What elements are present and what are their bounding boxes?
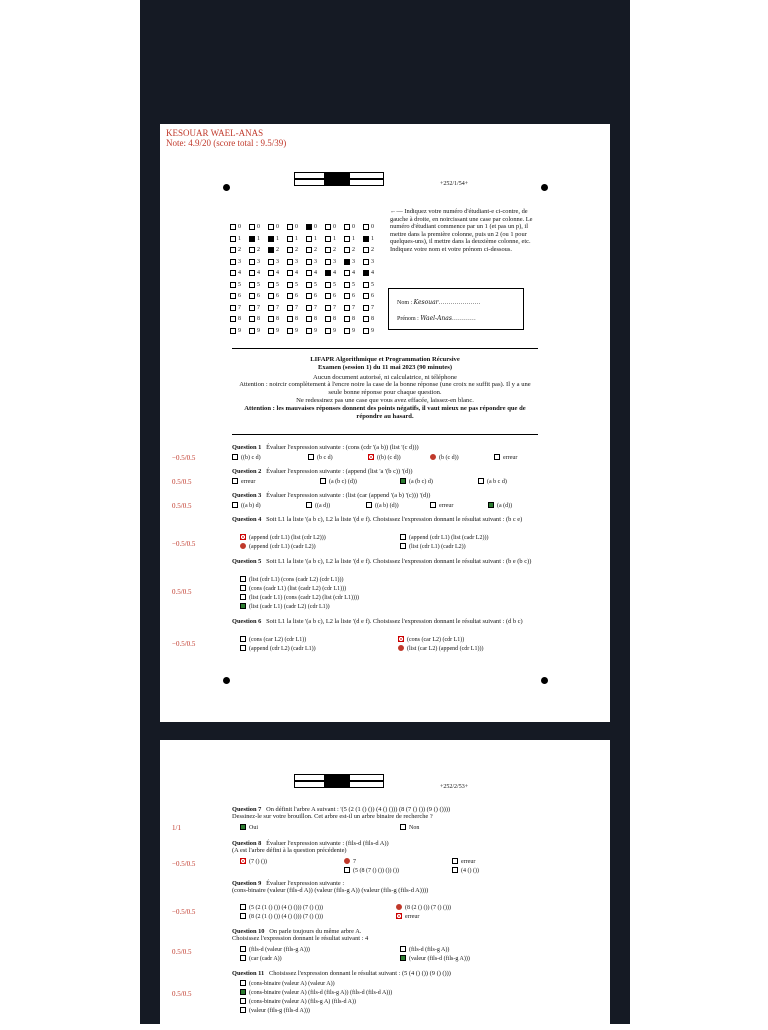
exam-subtitle: Examen (session 1) du 11 mai 2023 (90 minutes) [317, 363, 453, 371]
id-digit-cell[interactable] [363, 316, 369, 322]
answer-option[interactable]: ((a d)) [306, 502, 330, 510]
id-digit-label: 4 [257, 270, 260, 276]
id-digit-cell[interactable] [287, 293, 293, 299]
question-title: Question 10 On parle toujours du même arbre A. Choisissez l'expression donnant le résultat suivant : 4 [232, 928, 369, 943]
answer-option[interactable]: (fils-d (valeur (fils-g A))) [240, 946, 310, 954]
id-digit-label: 4 [314, 270, 317, 276]
id-digit-cell[interactable] [363, 270, 369, 276]
id-digit-label: 2 [295, 247, 298, 253]
id-digit-label: 2 [352, 247, 355, 253]
id-digit-cell[interactable] [325, 316, 331, 322]
id-digit-label: 4 [333, 270, 336, 276]
id-digit-label: 8 [371, 316, 374, 322]
id-digit-label: 9 [238, 327, 241, 334]
id-digit-cell[interactable] [268, 247, 274, 253]
id-digit-label: 3 [257, 258, 260, 265]
answer-option[interactable]: (a (d)) [488, 502, 512, 510]
id-digit-cell[interactable] [249, 236, 255, 242]
id-digit-cell[interactable] [268, 224, 274, 230]
answer-option[interactable]: (8 (2 () ()) (7 () ())) [396, 904, 451, 912]
id-digit-cell[interactable] [230, 247, 236, 253]
answer-option[interactable]: (car (cadr A)) [240, 955, 282, 963]
id-digit-label: 3 [295, 258, 298, 265]
question-score: −0.5/0.5 [172, 540, 196, 548]
id-digit-label: 0 [352, 224, 355, 230]
id-digit-label: 3 [352, 258, 355, 265]
id-digit-cell[interactable] [268, 328, 274, 334]
id-digit-cell[interactable] [325, 270, 331, 276]
id-digit-label: 2 [333, 247, 336, 253]
id-digit-label: 5 [276, 281, 279, 288]
id-digit-label: 9 [314, 327, 317, 334]
id-digit-label: 9 [257, 327, 260, 334]
id-digit-label: 7 [352, 304, 355, 311]
id-digit-cell[interactable] [230, 316, 236, 322]
answer-option[interactable]: Non [400, 824, 419, 832]
barcode [294, 172, 384, 187]
id-digit-label: 1 [371, 235, 374, 242]
id-digit-cell[interactable] [249, 259, 255, 265]
id-digit-cell[interactable] [230, 293, 236, 299]
answer-option[interactable]: (cons (cadr L1) (list (cadr L2) (cdr L1))) [240, 585, 346, 593]
id-digit-label: 2 [371, 247, 374, 253]
answer-option[interactable]: ((a b) d) [232, 502, 261, 510]
prenom-label: Prénom : [397, 316, 419, 322]
id-digit-label: 1 [314, 235, 317, 242]
id-digit-label: 5 [257, 281, 260, 288]
id-digit-label: 1 [333, 235, 336, 242]
id-digit-label: 1 [257, 235, 260, 242]
id-digit-cell[interactable] [306, 270, 312, 276]
id-digit-label: 1 [238, 235, 241, 242]
id-digit-label: 1 [276, 235, 279, 242]
id-digit-cell[interactable] [363, 259, 369, 265]
id-digit-cell[interactable] [363, 224, 369, 230]
id-digit-cell[interactable] [363, 282, 369, 288]
id-digit-label: 5 [295, 281, 298, 288]
question-score: −0.5/0.5 [172, 908, 196, 916]
id-digit-cell[interactable] [325, 282, 331, 288]
id-digit-label: 4 [295, 270, 298, 276]
id-digit-cell[interactable] [230, 282, 236, 288]
corner-mark [541, 184, 548, 191]
id-digit-cell[interactable] [344, 236, 350, 242]
exam-header [232, 356, 538, 420]
id-digit-label: 7 [257, 304, 260, 311]
id-digit-label: 6 [333, 293, 336, 299]
nom-label: Nom : [397, 300, 413, 306]
id-digit-cell[interactable] [344, 282, 350, 288]
answer-option[interactable]: (list (cadr L1) (cadr L2) (cdr L1)) [240, 603, 330, 611]
question-title: Question 5 Soit L1 la liste '(a b c), L2 la liste '(d e f). Choisissez l'expression donnant le résultat suivant : (b e (b c)) [232, 558, 532, 565]
id-digit-cell[interactable] [268, 305, 274, 311]
nom-value: Kesouar [413, 299, 439, 306]
exam-title: LIFAPR Algorithmique et Programmation Récursive [310, 356, 460, 363]
barcode [294, 774, 384, 789]
id-digit-cell[interactable] [287, 259, 293, 265]
id-digit-label: 0 [333, 224, 336, 230]
answer-option[interactable]: (list (cdr L1) (cons (cadr L2) (cdr L1))) [240, 576, 343, 584]
id-digit-cell[interactable] [230, 224, 236, 230]
question-score: 0.5/0.5 [172, 478, 192, 486]
id-digit-cell[interactable] [268, 236, 274, 242]
answer-option[interactable]: (append (cdr L1) (list (cadr L2))) [400, 534, 488, 542]
id-digit-cell[interactable] [344, 259, 350, 265]
id-digit-cell[interactable] [325, 259, 331, 265]
id-digit-label: 0 [276, 224, 279, 230]
question-title: Question 3 Évaluer l'expression suivante : (list (car (append '(a b) '(c))) '(d)) [232, 492, 431, 499]
question-title: Question 7 On définit l'arbre A suivant : '(5 (2 (1 () ()) (4 () ())) (8 (7 () ()) (9 () ()))) Dessinez-le sur votre brouillon. Cet arbre est-il un arbre binaire de recherche ? [232, 806, 451, 821]
answer-option[interactable]: (list (cdr L1) (cadr L2)) [400, 543, 466, 551]
exam-code: +252/2/53+ [440, 784, 469, 790]
id-digit-label: 7 [238, 304, 241, 311]
prenom-value: Wael-Anas [420, 315, 452, 322]
id-digit-label: 7 [333, 304, 336, 311]
id-digit-cell[interactable] [230, 328, 236, 334]
rules-line-4: Attention : les mauvaises réponses donnent des points négatifs, il vaut mieux ne pas répondre que de répondre au hasard. [244, 404, 526, 420]
answer-option[interactable]: (append (cdr L1) (cadr L2)) [240, 543, 316, 551]
id-digit-cell[interactable] [249, 282, 255, 288]
id-digit-cell[interactable] [249, 293, 255, 299]
answer-option[interactable]: (cons (car L2) (cdr L1)) [240, 636, 306, 644]
id-digit-cell[interactable] [363, 247, 369, 253]
id-digit-cell[interactable] [268, 293, 274, 299]
answer-option[interactable]: (a (b c) d) [400, 478, 433, 486]
answer-option[interactable]: (b c d) [308, 454, 333, 462]
question-title: Question 11 Choisissez l'expression donnant le résultat suivant : (5 (4 () ()) (9 () ())) [232, 970, 451, 977]
id-digit-label: 7 [314, 304, 317, 311]
answer-option[interactable]: (5 (8 (7 () ()) ()) ()) [344, 867, 399, 875]
answer-option[interactable]: (a b c d) [478, 478, 507, 486]
rules-line-3: Ne redessinez pas une case que vous avez effacée, laissez-en blanc. [296, 396, 474, 404]
question-title: Question 4 Soit L1 la liste '(a b c), L2 la liste '(d e f). Choisissez l'expression donnant le résultat suivant : (b c e) [232, 516, 523, 523]
answer-option[interactable]: (append (cdr L2) (cadr L1)) [240, 645, 316, 653]
id-digit-label: 6 [276, 293, 279, 299]
answer-option[interactable]: erreur [232, 478, 255, 486]
rules-line-1: Aucun document autorisé, ni calculatrice, ni téléphone [313, 373, 457, 381]
answer-option[interactable]: (list (cadr L1) (cons (cadr L2) (list (cdr L1)))) [240, 594, 359, 602]
answer-option[interactable]: erreur [396, 913, 419, 921]
id-digit-cell[interactable] [306, 316, 312, 322]
id-digit-label: 8 [295, 316, 298, 322]
id-digit-label: 6 [295, 293, 298, 299]
id-digit-cell[interactable] [268, 316, 274, 322]
id-digit-label: 4 [276, 270, 279, 276]
id-digit-label: 8 [352, 316, 355, 322]
id-digit-cell[interactable] [287, 236, 293, 242]
answer-option[interactable]: erreur [494, 454, 517, 462]
id-digit-cell[interactable] [306, 224, 312, 230]
question-score: 0.5/0.5 [172, 990, 192, 998]
id-digit-label: 5 [333, 281, 336, 288]
answer-option[interactable]: (a (b c) (d)) [320, 478, 357, 486]
answer-option[interactable]: (list (car L2) (append (cdr L1))) [398, 645, 483, 653]
answer-option[interactable]: ((a b) (d)) [366, 502, 399, 510]
id-digit-label: 2 [276, 247, 279, 253]
id-digit-label: 7 [295, 304, 298, 311]
id-digit-label: 5 [371, 281, 374, 288]
question-title: Question 8 Évaluer l'expression suivante : (fils-d (fils-d A)) (A est l'arbre défini à la question précédente) [232, 840, 389, 855]
id-digit-label: 9 [333, 327, 336, 334]
id-digit-cell[interactable] [344, 305, 350, 311]
id-digit-cell[interactable] [306, 305, 312, 311]
answer-option[interactable]: (fils-d (fils-g A)) [400, 946, 449, 954]
id-digit-label: 4 [371, 270, 374, 276]
answer-option[interactable]: (cons (car L2) (cdr L1)) [398, 636, 464, 644]
id-digit-cell[interactable] [287, 282, 293, 288]
id-digit-label: 7 [371, 304, 374, 311]
question-score: 0.5/0.5 [172, 948, 192, 956]
id-digit-cell[interactable] [268, 259, 274, 265]
id-digit-cell[interactable] [287, 305, 293, 311]
answer-option[interactable]: Oui [240, 824, 258, 832]
question-score: 0.5/0.5 [172, 502, 192, 510]
id-digit-cell[interactable] [249, 305, 255, 311]
id-digit-label: 3 [371, 258, 374, 265]
id-digit-label: 6 [371, 293, 374, 299]
id-digit-cell[interactable] [230, 305, 236, 311]
question-title: Question 2 Évaluer l'expression suivante : (append (list 'a '(b c)) '(d)) [232, 468, 413, 475]
id-digit-cell[interactable] [325, 224, 331, 230]
id-digit-label: 8 [333, 316, 336, 322]
id-digit-cell[interactable] [230, 236, 236, 242]
id-digit-cell[interactable] [325, 293, 331, 299]
id-digit-cell[interactable] [344, 270, 350, 276]
answer-option[interactable]: ((b) (c d)) [368, 454, 401, 462]
id-digit-label: 4 [238, 270, 241, 276]
id-digit-label: 1 [295, 235, 298, 242]
id-digit-cell[interactable] [363, 293, 369, 299]
id-digit-label: 8 [257, 316, 260, 322]
exam-code: +252/1/54+ [440, 181, 469, 187]
id-digit-cell[interactable] [325, 328, 331, 334]
id-digit-cell[interactable] [230, 259, 236, 265]
question-title: Question 1 Évaluer l'expression suivante : (cons (cdr '(a b)) (list '(c d))) [232, 444, 419, 451]
id-digit-cell[interactable] [306, 328, 312, 334]
id-digit-cell[interactable] [287, 247, 293, 253]
id-digit-cell[interactable] [306, 293, 312, 299]
id-digit-cell[interactable] [306, 259, 312, 265]
student-note: Note: 4.9/20 (score total : 9.5/39) [166, 138, 287, 148]
name-box: Nom : Kesouar………………… Prénom : Wael-Anas………… [388, 288, 524, 330]
id-digit-cell[interactable] [268, 282, 274, 288]
instructions: ←— Indiquez votre numéro d'étudiant-e ci-contre, de gauche à droite, en noircissant une case par colonne. Le numéro d'étudiant commence par un 1 (et pas un p), il mettre dans la première colonne, puis un 2 (ou 1 pour quelques-uns), il mettre dans la deuxième colonne, etc. Indiquez votre nom et votre prénom ci-dessous. [390, 208, 533, 253]
question-title: Question 6 Soit L1 la liste '(a b c), L2 la liste '(d e f). Choisissez l'expression donnant le résultat suivant : (d b c) [232, 618, 523, 625]
id-digit-cell[interactable] [287, 328, 293, 334]
id-digit-label: 9 [352, 327, 355, 334]
id-digit-cell[interactable] [249, 224, 255, 230]
question-score: −0.5/0.5 [172, 454, 196, 462]
id-digit-label: 6 [257, 293, 260, 299]
question-score: 0.5/0.5 [172, 588, 192, 596]
answer-option[interactable]: (b (c d)) [430, 454, 459, 462]
id-digit-cell[interactable] [287, 224, 293, 230]
id-digit-cell[interactable] [344, 247, 350, 253]
id-digit-label: 0 [257, 224, 260, 230]
id-digit-label: 5 [314, 281, 317, 288]
id-digit-label: 7 [276, 304, 279, 311]
answer-option[interactable]: ((b) c d) [232, 454, 261, 462]
id-digit-cell[interactable] [344, 316, 350, 322]
answer-option[interactable]: erreur [452, 858, 475, 866]
id-digit-label: 8 [276, 316, 279, 322]
divider [232, 348, 538, 349]
id-digit-cell[interactable] [325, 247, 331, 253]
id-digit-cell[interactable] [268, 270, 274, 276]
id-digit-cell[interactable] [344, 328, 350, 334]
id-digit-cell[interactable] [363, 328, 369, 334]
id-digit-label: 9 [276, 327, 279, 334]
id-digit-label: 3 [276, 258, 279, 265]
id-digit-label: 9 [295, 327, 298, 334]
id-digit-label: 2 [257, 247, 260, 253]
id-digit-label: 0 [371, 224, 374, 230]
id-digit-label: 5 [352, 281, 355, 288]
id-digit-cell[interactable] [344, 224, 350, 230]
id-digit-label: 3 [238, 258, 241, 265]
id-digit-label: 0 [238, 224, 241, 230]
id-digit-label: 5 [238, 281, 241, 288]
id-digit-cell[interactable] [287, 316, 293, 322]
id-digit-label: 6 [238, 293, 241, 299]
id-digit-cell[interactable] [230, 270, 236, 276]
divider [232, 434, 538, 435]
id-digit-cell[interactable] [249, 270, 255, 276]
corner-mark [541, 677, 548, 684]
exam-page-2 [160, 740, 610, 1030]
id-digit-label: 6 [314, 293, 317, 299]
id-digit-cell[interactable] [306, 282, 312, 288]
id-digit-label: 4 [352, 270, 355, 276]
id-digit-label: 3 [314, 258, 317, 265]
id-digit-label: 1 [352, 235, 355, 242]
answer-option[interactable]: 7 [344, 858, 356, 866]
answer-option[interactable]: (cons-binaire (valeur A) (fils-d (fils-g A)) (fils-d (fils-d A))) [240, 989, 392, 997]
id-digit-label: 0 [314, 224, 317, 230]
rules-line-2: Attention : noircir complètement à l'encre noire la case de la bonne réponse (une croix ne suffit pas). Il y a une seule bonne réponse pour chaque question. [239, 381, 531, 397]
question-score: −0.5/0.5 [172, 640, 196, 648]
student-id-grid[interactable] [230, 224, 390, 342]
student-name: KESOUAR WAEL-ANAS [166, 128, 264, 138]
answer-option[interactable]: (5 (2 (1 () ()) (4 () ())) (7 () ())) [240, 904, 323, 912]
id-digit-label: 0 [295, 224, 298, 230]
answer-option[interactable]: erreur [430, 502, 453, 510]
id-digit-cell[interactable] [325, 236, 331, 242]
answer-option[interactable]: (8 (2 (1 () ()) (4 () ())) (7 () ())) [240, 913, 323, 921]
id-digit-label: 2 [314, 247, 317, 253]
question-score: 1/1 [172, 824, 181, 832]
id-digit-cell[interactable] [306, 247, 312, 253]
question-score: −0.5/0.5 [172, 860, 196, 868]
answer-option[interactable]: (append (cdr L1) (list (cdr L2))) [240, 534, 326, 542]
answer-option[interactable]: (7 () ()) [240, 858, 267, 866]
id-digit-label: 6 [352, 293, 355, 299]
corner-mark [223, 184, 230, 191]
exam-page-1 [160, 124, 610, 722]
question-title: Question 9 Évaluer l'expression suivante : (cons-binaire (valeur (fils-d A)) (valeur (fils-g A)) (valeur (fils-g (fils-d A)))) [232, 880, 429, 895]
id-digit-cell[interactable] [363, 305, 369, 311]
answer-option[interactable]: (cons-binaire (valeur A) (fils-g A) (fils-d A)) [240, 998, 356, 1006]
id-digit-cell[interactable] [287, 270, 293, 276]
id-digit-label: 8 [238, 316, 241, 322]
id-digit-cell[interactable] [249, 328, 255, 334]
id-digit-cell[interactable] [306, 236, 312, 242]
id-digit-cell[interactable] [363, 236, 369, 242]
id-digit-cell[interactable] [325, 305, 331, 311]
id-digit-cell[interactable] [249, 316, 255, 322]
id-digit-cell[interactable] [249, 247, 255, 253]
id-digit-label: 3 [333, 258, 336, 265]
id-digit-label: 8 [314, 316, 317, 322]
answer-option[interactable]: (valeur (fils-g (fils-d A))) [240, 1007, 310, 1015]
answer-option[interactable]: (cons-binaire (valeur A) (valeur A)) [240, 980, 335, 988]
corner-mark [223, 677, 230, 684]
id-digit-cell[interactable] [344, 293, 350, 299]
id-digit-label: 2 [238, 247, 241, 253]
id-digit-label: 9 [371, 327, 374, 334]
answer-option[interactable]: (valeur (fils-d (fils-g A))) [400, 955, 470, 963]
answer-option[interactable]: (4 () ()) [452, 867, 479, 875]
